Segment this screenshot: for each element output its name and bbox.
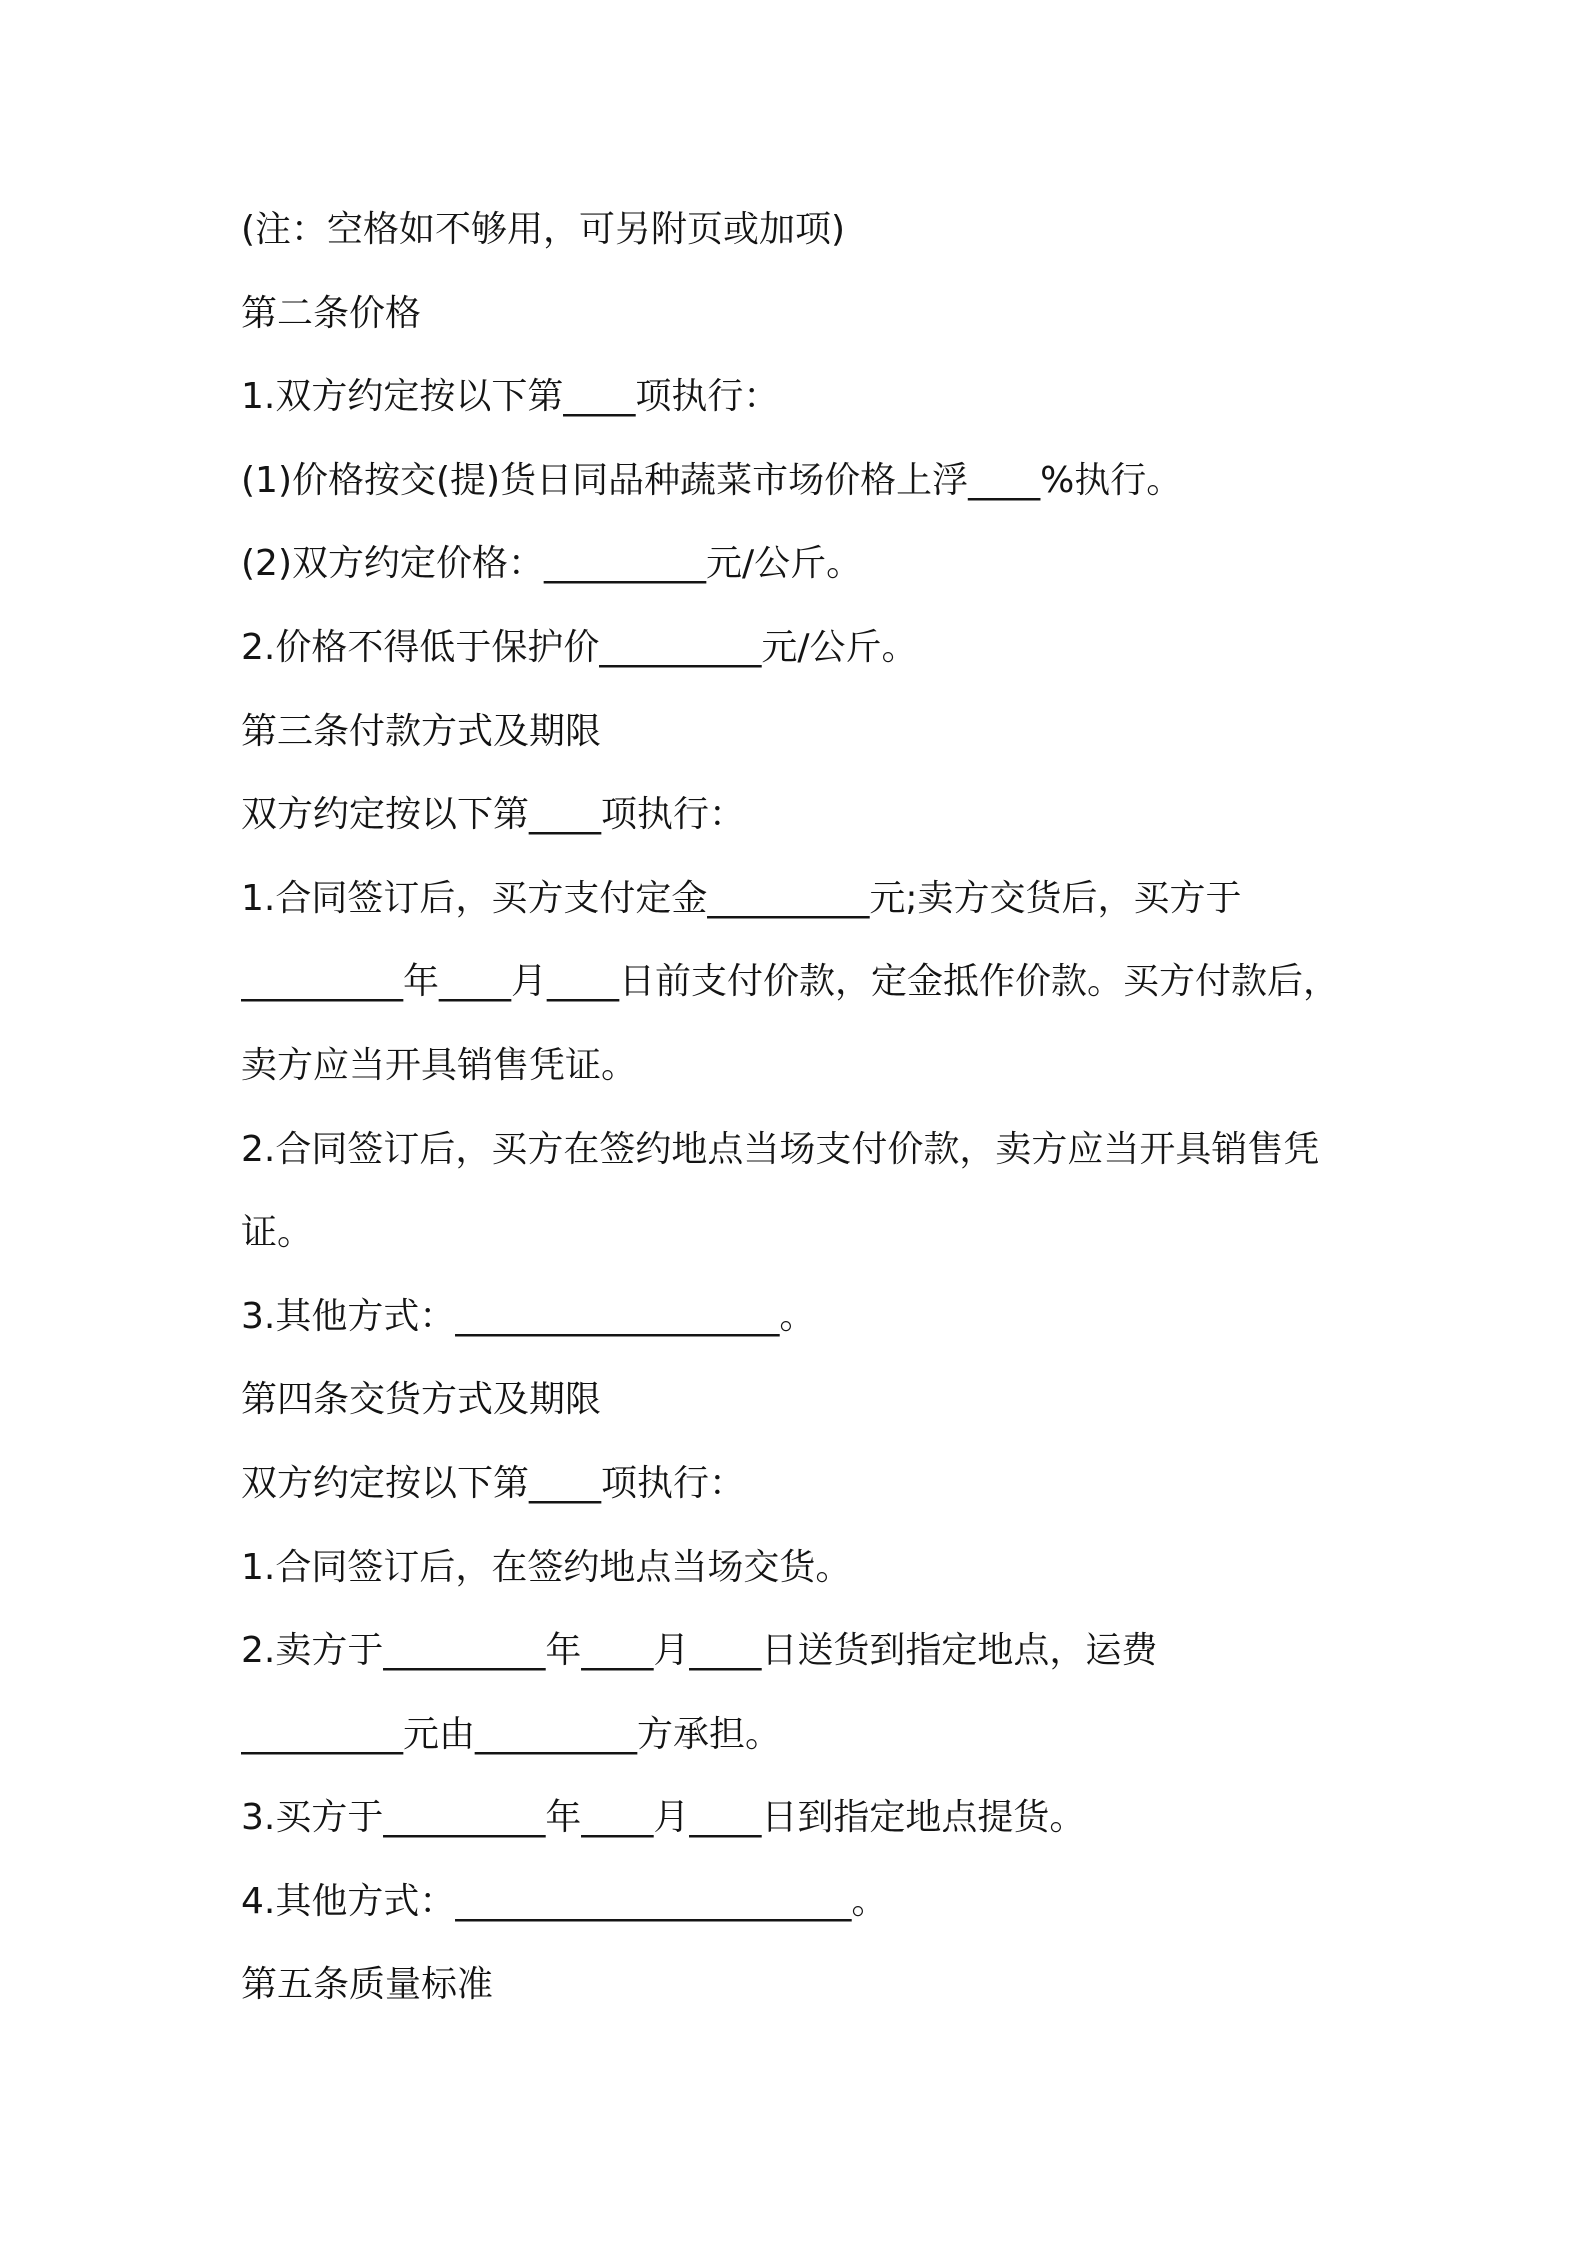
section-heading-delivery: 第四条交货方式及期限 xyxy=(241,1379,602,1421)
delivery-option-2-line-2: _________元由_________方承担。 xyxy=(241,1713,782,1755)
section-heading-price: 第二条价格 xyxy=(241,292,422,334)
payment-option-2-line-2: 证。 xyxy=(241,1212,314,1254)
delivery-intro: 双方约定按以下第____项执行： xyxy=(241,1462,746,1504)
delivery-option-1: 1.合同签订后，在签约地点当场交货。 xyxy=(241,1546,852,1588)
delivery-option-4: 4.其他方式：______________________。 xyxy=(241,1880,888,1922)
price-clause-1: 1.双方约定按以下第____项执行： xyxy=(241,376,780,418)
payment-option-2-line-1: 2.合同签订后，买方在签约地点当场支付价款，卖方应当开具销售凭 xyxy=(241,1128,1320,1170)
section-heading-payment: 第三条付款方式及期限 xyxy=(241,710,602,752)
payment-intro: 双方约定按以下第____项执行： xyxy=(241,794,746,836)
price-option-1: (1)价格按交(提)货日同品种蔬菜市场价格上浮____%执行。 xyxy=(241,459,1183,501)
payment-option-1-line-1: 1.合同签订后，买方支付定金_________元;卖方交货后，买方于 xyxy=(241,877,1242,919)
price-clause-2: 2.价格不得低于保护价_________元/公斤。 xyxy=(241,626,918,668)
note-line: (注：空格如不够用，可另附页或加项) xyxy=(241,209,846,250)
delivery-option-3: 3.买方于_________年____月____日到指定地点提货。 xyxy=(241,1797,1086,1839)
delivery-option-2-line-1: 2.卖方于_________年____月____日送货到指定地点，运费 xyxy=(241,1630,1158,1672)
payment-option-1-line-2: _________年____月____日前支付价款，定金抵作价款。买方付款后， xyxy=(241,961,1340,1003)
price-option-2: (2)双方约定价格：_________元/公斤。 xyxy=(241,543,863,585)
payment-option-1-line-3: 卖方应当开具销售凭证。 xyxy=(241,1044,638,1086)
payment-option-3: 3.其他方式：__________________。 xyxy=(241,1295,816,1337)
section-heading-quality: 第五条质量标准 xyxy=(241,1964,494,2006)
